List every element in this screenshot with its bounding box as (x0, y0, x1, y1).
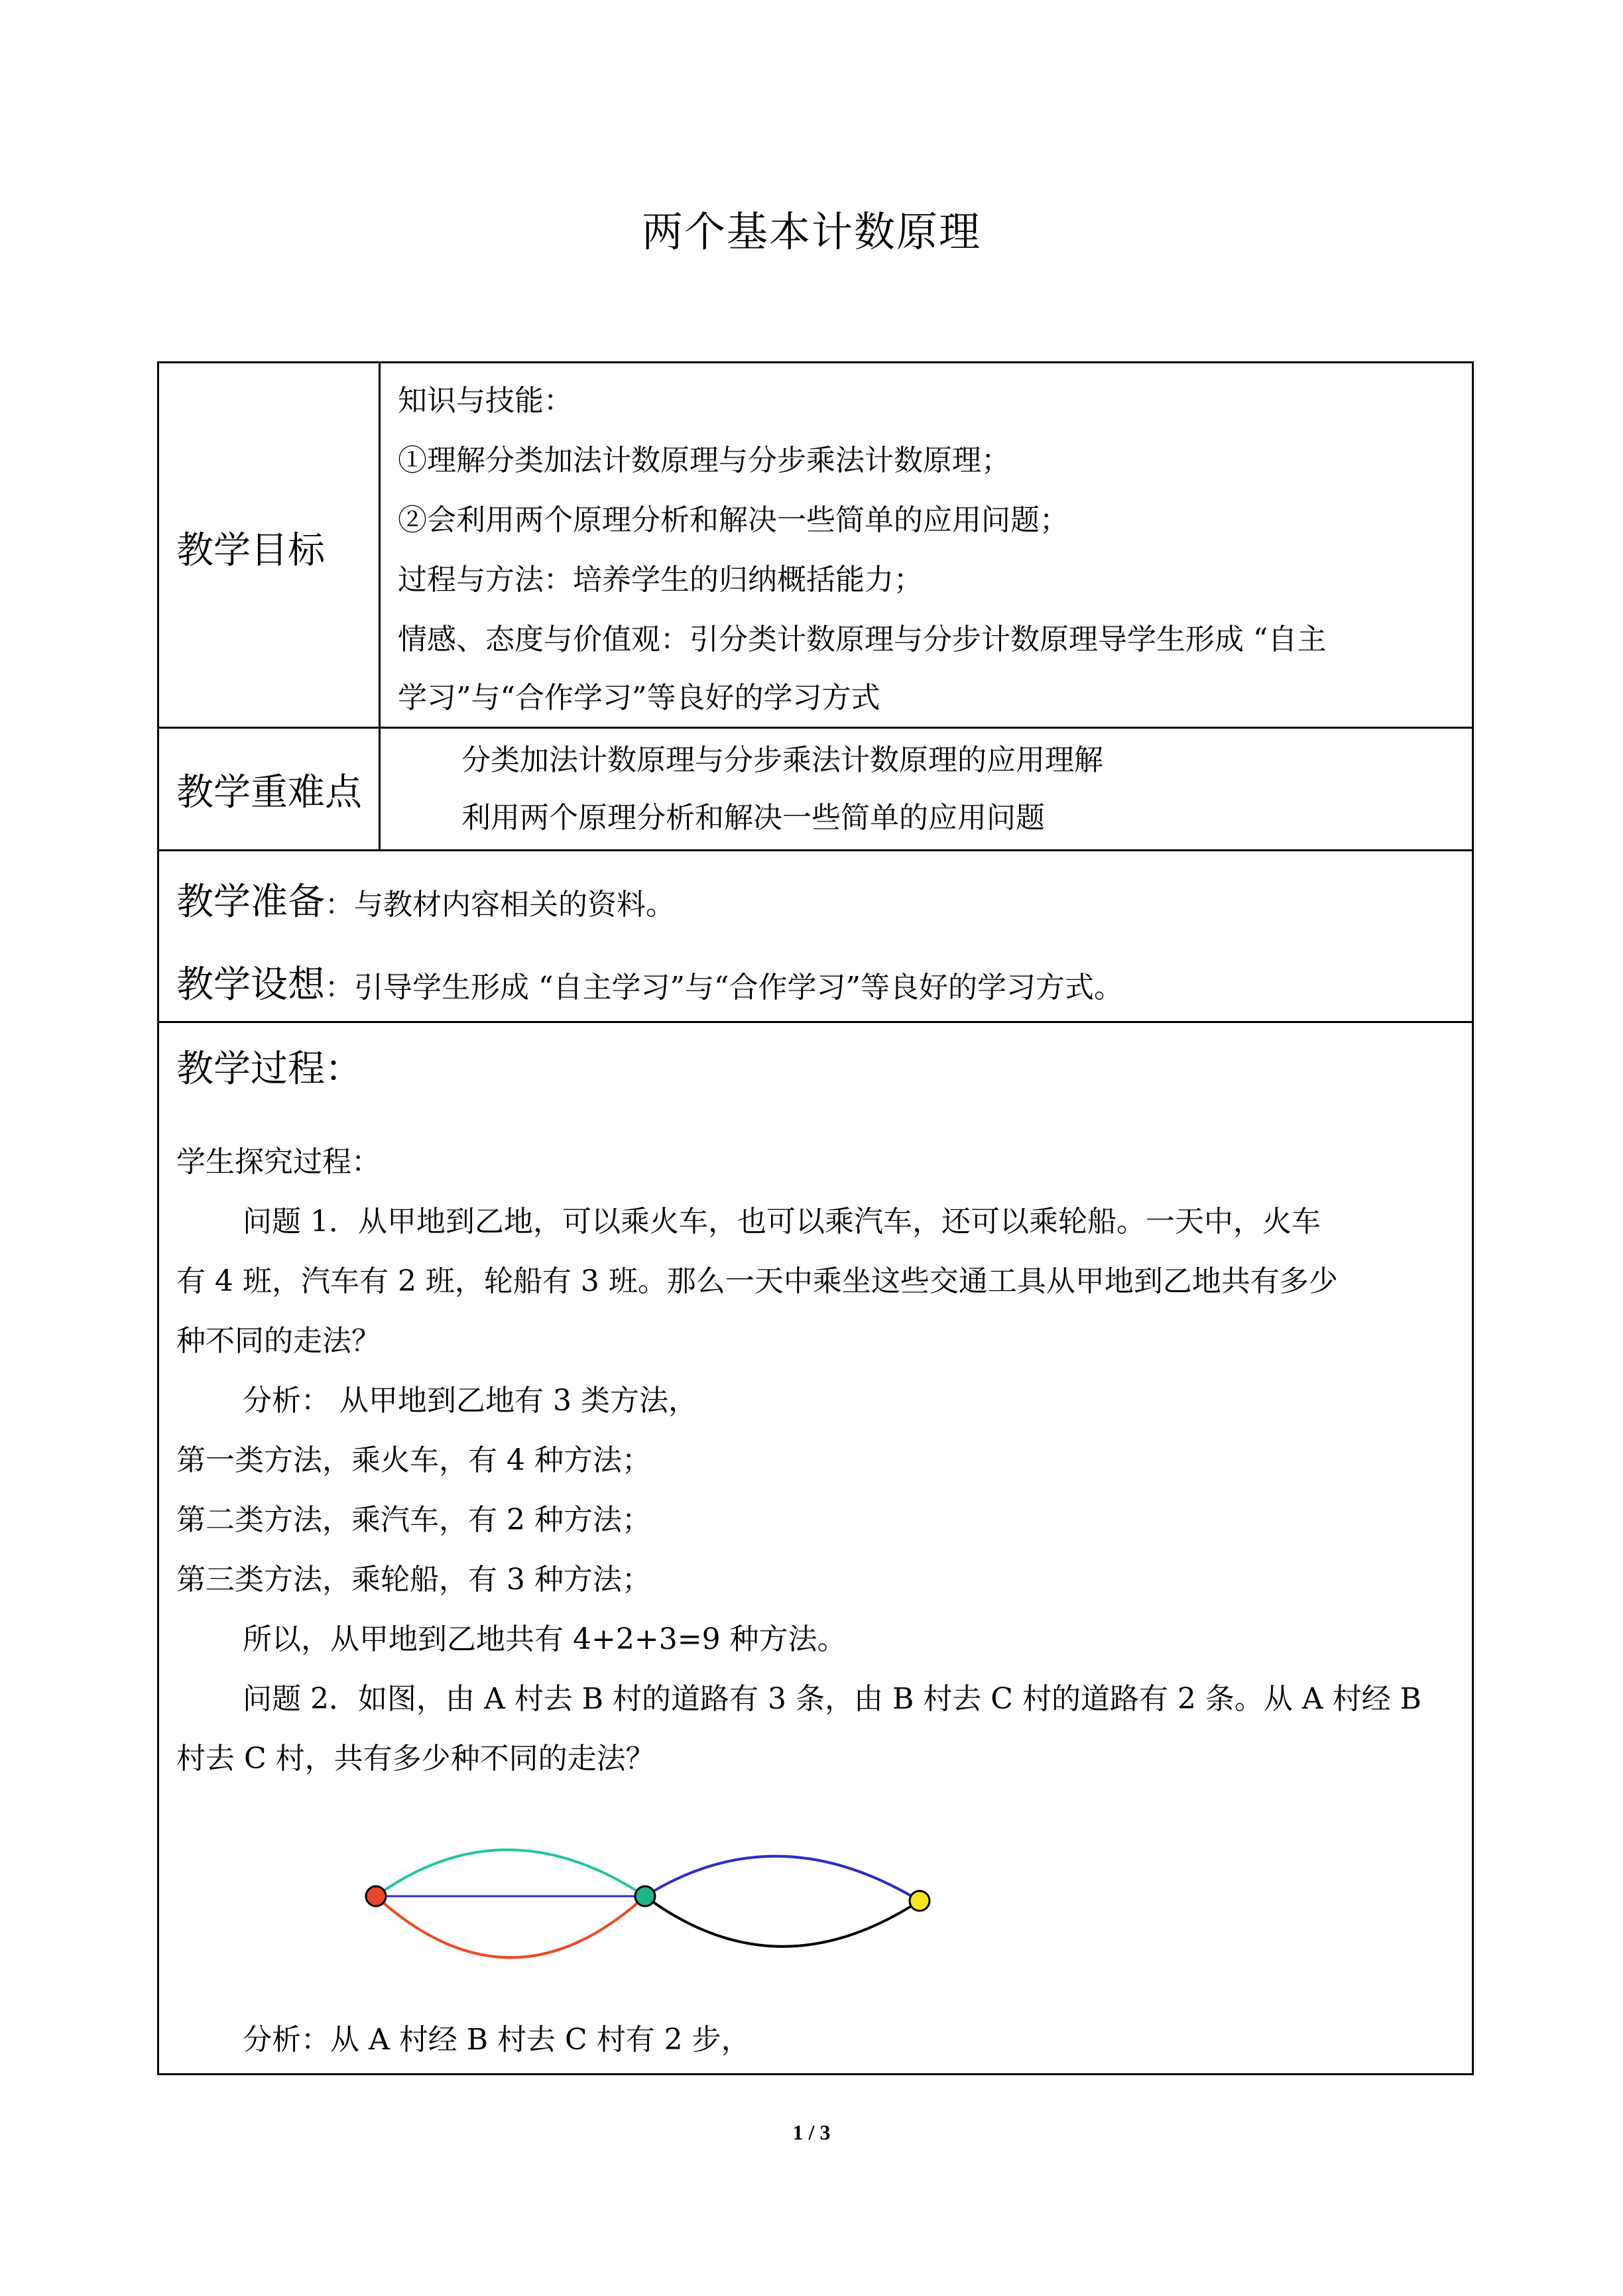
village-road-diagram (355, 1817, 951, 1976)
road-a-b-upper (376, 1850, 645, 1896)
objectives-line: ②会利用两个原理分析和解决一些简单的应用问题； (398, 503, 1069, 537)
process-label: 教学过程： (176, 1048, 362, 1091)
key-point-line: 利用两个原理分析和解决一些简单的应用问题 (461, 801, 1045, 835)
objectives-line: 情感、态度与价值观：引分类计数原理与分步计数原理导学生形成 “自主 (398, 623, 1327, 656)
process-line: 第三类方法，乘轮船，有 3 种方法； (176, 1563, 651, 1597)
key-point-line: 分类加法计数原理与分步乘法计数原理的应用理解 (461, 743, 1103, 777)
document-title: 两个基本计数原理 (641, 208, 981, 256)
road-a-b-lower (376, 1896, 645, 1958)
process-line: 第二类方法，乘汽车，有 2 种方法； (176, 1503, 651, 1537)
preparation-label: 教学准备 (176, 880, 325, 924)
process-line: 问题 2．如图，由 A 村去 B 村的道路有 3 条，由 B 村去 C 村的道路有 2 条。从 A 村经 B (243, 1682, 1421, 1716)
design-text: ：引导学生形成 “自主学习”与“合作学习”等良好的学习方式。 (325, 971, 1123, 1004)
village-b-node (635, 1886, 655, 1906)
objectives-label: 教学目标 (176, 529, 325, 572)
process-line: 所以，从甲地到乙地共有 4+2+3=9 种方法。 (243, 1622, 847, 1656)
analysis-line: 分析：从 A 村经 B 村去 C 村有 2 步， (243, 2023, 751, 2057)
row-divider (159, 1021, 1472, 1023)
row-divider (159, 849, 1472, 851)
column-divider (379, 363, 381, 849)
process-line: 有 4 班，汽车有 2 班，轮船有 3 班。那么一天中乘坐这些交通工具从甲地到乙地共有多少 (176, 1264, 1338, 1298)
key-points-label: 教学重难点 (176, 771, 362, 814)
objectives-line: 学习”与“合作学习”等良好的学习方式 (398, 681, 880, 715)
preparation-text: ：与教材内容相关的资料。 (325, 888, 675, 922)
process-line: 种不同的走法？ (176, 1324, 381, 1358)
design-label: 教学设想 (176, 963, 325, 1006)
road-b-c-lower (645, 1896, 920, 1947)
process-line: 第一类方法，乘火车，有 4 种方法； (176, 1443, 651, 1477)
process-intro: 学生探究过程： (176, 1145, 381, 1179)
process-line: 村去 C 村，共有多少种不同的走法？ (176, 1742, 655, 1776)
objectives-line: 知识与技能： (398, 384, 573, 418)
page-number: 1 / 3 (792, 2120, 831, 2144)
process-line: 问题 1．从甲地到乙地，可以乘火车，也可以乘汽车，还可以乘轮船。一天中，火车 (243, 1205, 1321, 1239)
objectives-line: 过程与方法：培养学生的归纳概括能力； (398, 563, 923, 597)
village-a-node (366, 1886, 386, 1906)
process-line: 分析： 从甲地到乙地有 3 类方法， (243, 1384, 697, 1418)
objectives-line: ①理解分类加法计数原理与分步乘法计数原理； (398, 444, 1010, 477)
village-c-node (910, 1891, 930, 1911)
road-b-c-upper (645, 1856, 920, 1901)
